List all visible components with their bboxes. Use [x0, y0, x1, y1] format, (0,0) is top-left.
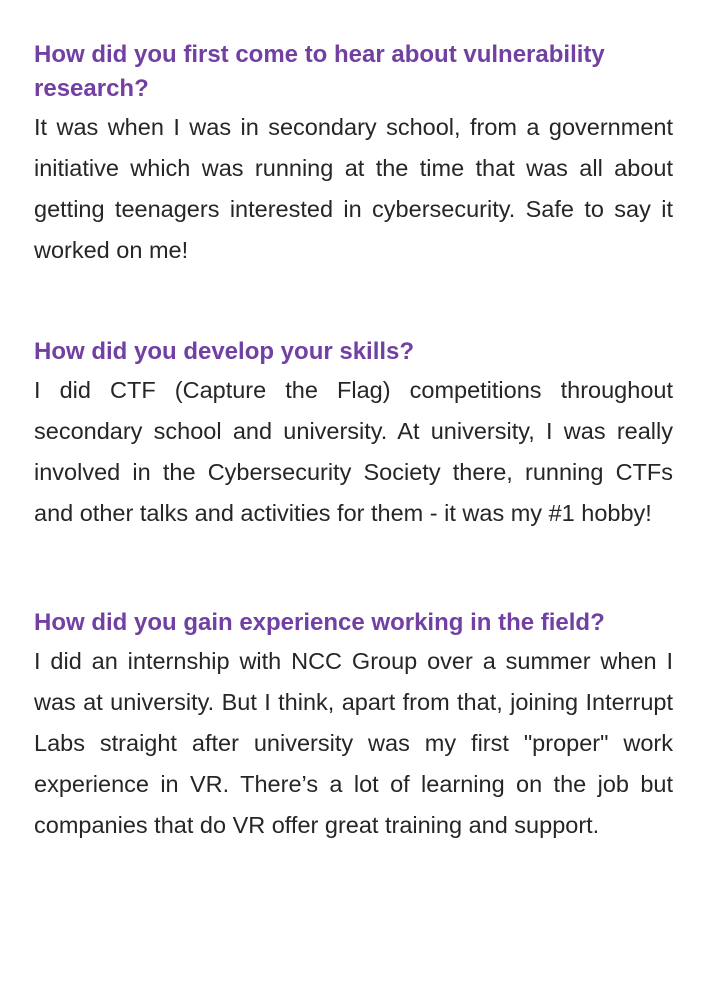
- answer-paragraph: I did CTF (Capture the Flag) competitions throughout secondary school and university. At university, I was really involved in the Cybersecurity Society there, running CTFs and other talks and activities for them - it was my #1 hobby!: [34, 377, 673, 526]
- qa-section-gain-experience: [34, 606, 673, 846]
- qa-section-develop-skills: [34, 335, 673, 534]
- question-heading: How did you gain experience working in the field?: [34, 609, 605, 636]
- question-heading: How did you first come to hear about vulnerability research?: [34, 41, 605, 102]
- question-heading: How did you develop your skills?: [34, 338, 415, 365]
- answer-paragraph: It was when I was in secondary school, from a government initiative which was running at the time that was all about getting teenagers interested in cybersecurity. Safe to say it worked on me!: [34, 114, 673, 263]
- qa-section-first-hear: [34, 38, 673, 271]
- answer-paragraph: I did an internship with NCC Group over a summer when I was at university. But I think, apart from that, joining Interrupt Labs straight after university was my first "proper" work experience in VR. There’s a lot of learning on the job but companies that do VR offer great training and support.: [34, 648, 673, 838]
